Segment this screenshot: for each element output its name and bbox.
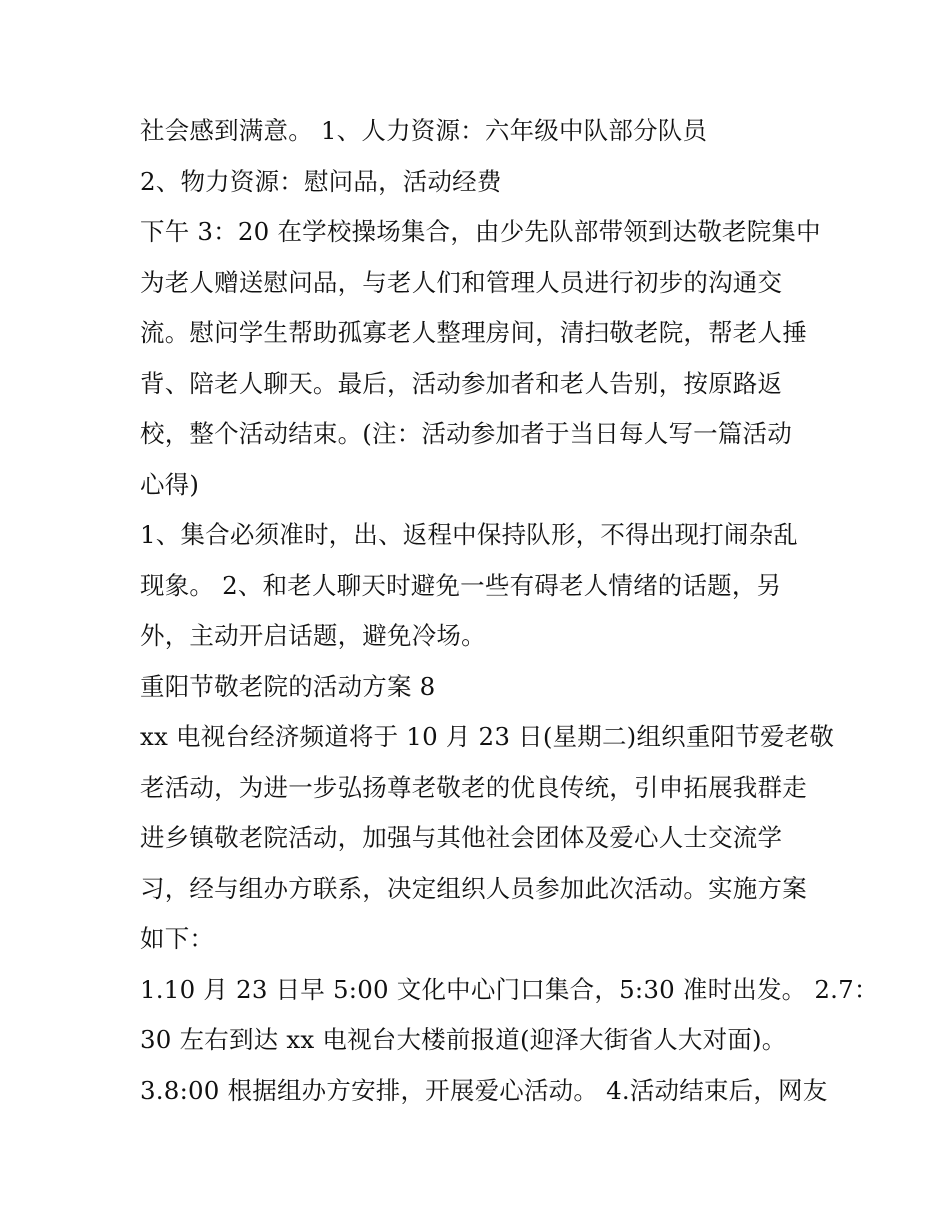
text-line: 进乡镇敬老院活动，加强与其他社会团体及爱心人士交流学: [140, 823, 783, 852]
text-line: 流。慰问学生帮助孤寡老人整理房间，清扫敬老院，帮老人捶: [140, 318, 807, 347]
text-line: xx 电视台经济频道将于 10 月 23 日(星期二)组织重阳节爱老敬: [140, 722, 835, 751]
text-line: 社会感到满意。 1、人力资源：六年级中队部分队员: [140, 116, 708, 145]
text-line: 外，主动开启话题，避免冷场。: [140, 621, 486, 650]
text-line: 下午 3：20 在学校操场集合，由少先队部带领到达敬老院集中: [140, 217, 821, 246]
document-body: [140, 106, 879, 1116]
text-line: 心得): [140, 469, 200, 499]
text-line: 如下：: [140, 924, 215, 953]
text-line: 背、陪老人聊天。最后，活动参加者和老人告别，按原路返: [140, 368, 783, 398]
text-line: 为老人赠送慰问品，与老人们和管理人员进行初步的沟通交: [140, 267, 783, 297]
text-line: 30 左右到达 xx 电视台大楼前报道(迎泽大街省人大对面)。: [140, 1025, 787, 1054]
text-line: 1.10 月 23 日早 5:00 文化中心门口集合，5:30 准时出发。 2.7：: [140, 974, 879, 1004]
text-line: 习，经与组办方联系，决定组织人员参加此次活动。实施方案: [140, 873, 807, 903]
text-line: 1、集合必须准时，出、返程中保持队形，不得出现打闹杂乱: [140, 520, 798, 549]
text-line: 现象。 2、和老人聊天时避免一些有碍老人情绪的话题，另: [140, 570, 782, 600]
text-line: 校，整个活动结束。(注：活动参加者于当日每人写一篇活动: [140, 419, 792, 448]
text-line: 3.8:00 根据组办方安排，开展爱心活动。 4.活动结束后，网友: [140, 1075, 828, 1105]
section-heading: 重阳节敬老院的活动方案 8: [140, 671, 436, 701]
text-line: 2、物力资源：慰问品，活动经费: [140, 166, 502, 196]
text-line: 老活动，为进一步弘扬尊老敬老的优良传统，引申拓展我群走: [140, 772, 807, 802]
